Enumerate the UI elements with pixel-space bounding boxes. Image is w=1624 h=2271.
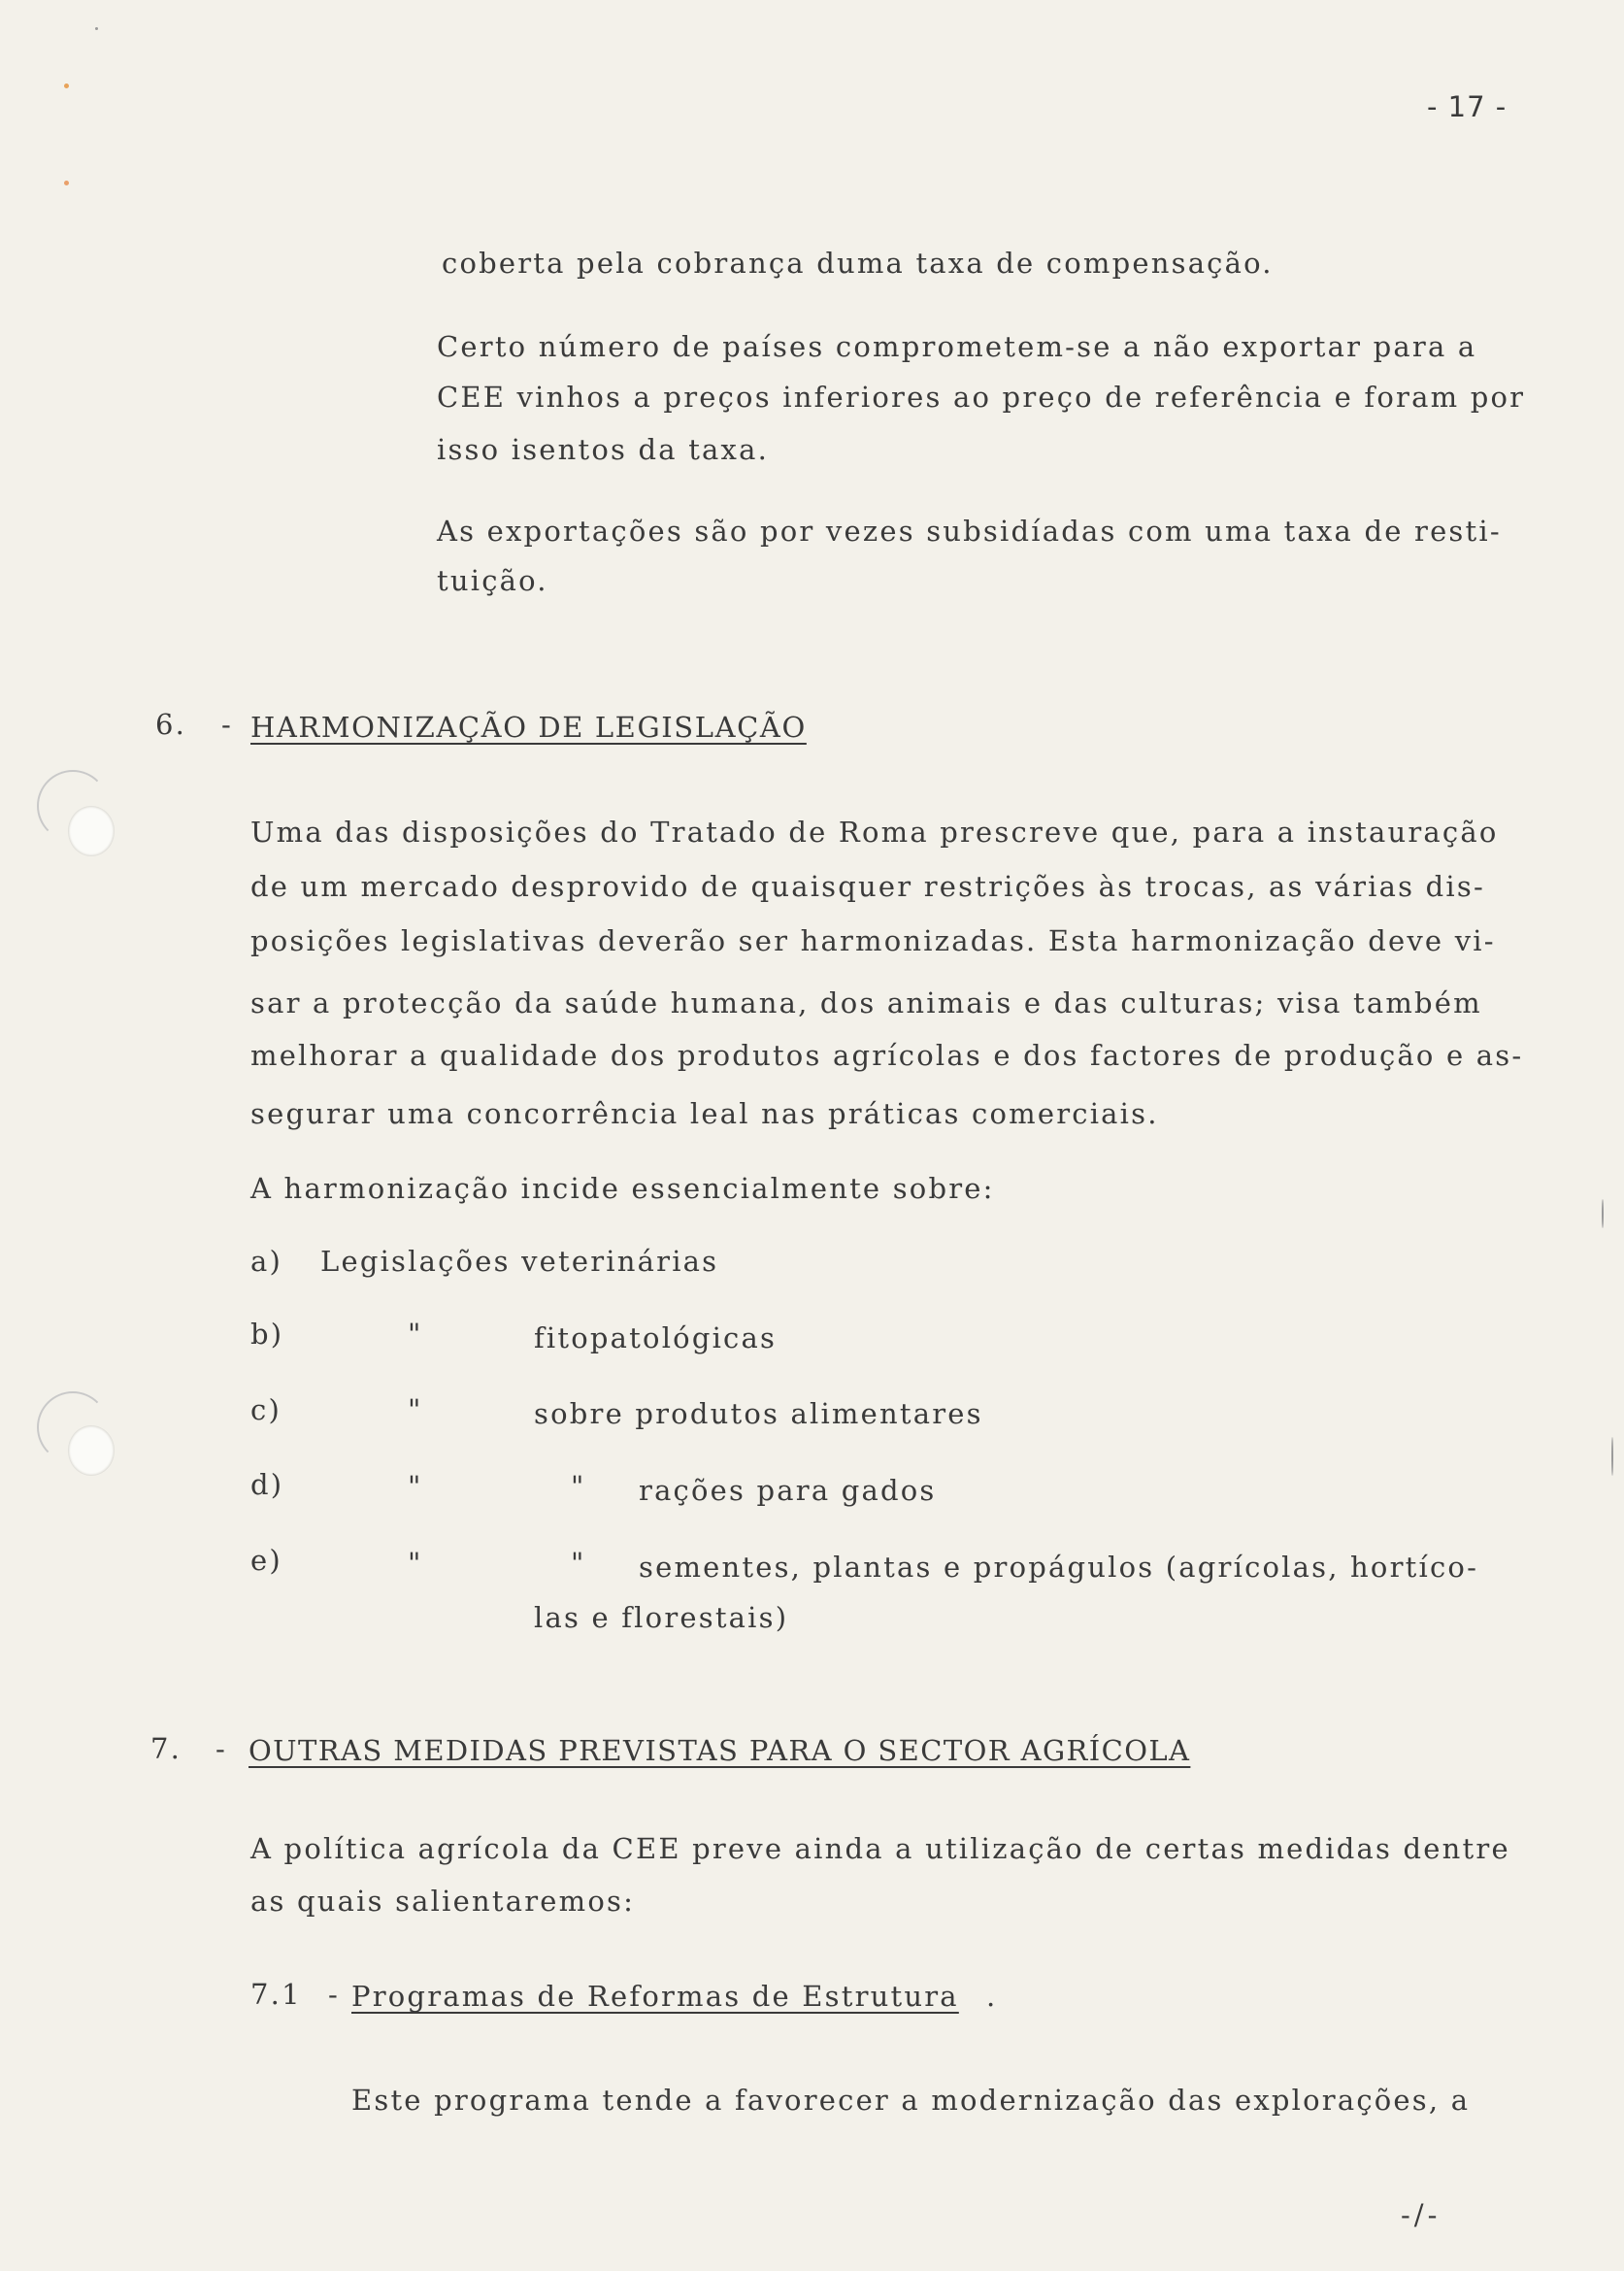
- body-line: Uma das disposições do Tratado de Roma prescreve que, para a instauração: [250, 816, 1499, 849]
- body-line: Este programa tende a favorecer a modernização das explorações, a: [351, 2084, 1471, 2117]
- list-text-cont: las e florestais): [534, 1601, 789, 1634]
- section-dash: -: [215, 1732, 227, 1765]
- margin-speck: [1611, 1437, 1613, 1476]
- subsection-dash: -: [328, 1978, 340, 2011]
- list-text: sementes, plantas e propágulos (agrícolas, hortíco-: [639, 1551, 1479, 1584]
- ditto-mark: ": [408, 1318, 423, 1351]
- ditto-mark: ": [408, 1547, 423, 1580]
- margin-speck: [64, 83, 69, 88]
- list-letter: a): [250, 1245, 283, 1278]
- section-dash: -: [221, 708, 233, 741]
- intro-line: Certo número de países comprometem-se a não exportar para a: [437, 330, 1477, 363]
- list-text: fitopatológicas: [534, 1321, 778, 1354]
- list-letter: d): [250, 1468, 284, 1501]
- body-line: posições legislativas deverão ser harmonizadas. Esta harmonização deve vi-: [250, 924, 1496, 957]
- list-intro: A harmonização incide essencialmente sobre:: [250, 1172, 995, 1205]
- section-title: OUTRAS MEDIDAS PREVISTAS PARA O SECTOR AGRÍCOLA: [249, 1734, 1191, 1767]
- page-number: - 17 -: [1427, 90, 1508, 123]
- section-number: 6.: [155, 708, 187, 741]
- margin-speck: [64, 181, 69, 185]
- subsection-end-punct: .: [986, 1980, 998, 2013]
- list-letter: b): [250, 1318, 284, 1351]
- body-line: A política agrícola da CEE preve ainda a utilização de certas medidas dentre: [250, 1832, 1510, 1865]
- intro-line: coberta pela cobrança duma taxa de compensação.: [442, 247, 1274, 280]
- continuation-mark: -/-: [1401, 2198, 1442, 2231]
- margin-speck: [1602, 1199, 1604, 1228]
- ditto-mark: ": [408, 1393, 423, 1426]
- list-text: sobre produtos alimentares: [534, 1397, 983, 1430]
- body-line: melhorar a qualidade dos produtos agrícolas e dos factores de produção e as-: [250, 1039, 1524, 1072]
- intro-line: isso isentos da taxa.: [437, 433, 770, 466]
- body-line: sar a protecção da saúde humana, dos animais e das culturas; visa também: [250, 986, 1482, 1019]
- subsection-number: 7.1: [250, 1978, 302, 2011]
- binder-hole-bottom: [68, 1425, 115, 1476]
- list-letter: e): [250, 1544, 282, 1577]
- ditto-mark: ": [571, 1547, 586, 1580]
- intro-line: tuição.: [437, 564, 548, 597]
- list-text: Legislações veterinárias: [320, 1245, 719, 1278]
- ditto-mark: ": [408, 1470, 423, 1503]
- body-line: segurar uma concorrência leal nas práticas comerciais.: [250, 1097, 1159, 1130]
- intro-line: As exportações são por vezes subsidíadas com uma taxa de resti-: [437, 515, 1502, 548]
- section-number: 7.: [150, 1732, 182, 1765]
- list-letter: c): [250, 1393, 282, 1426]
- subsection-title: Programas de Reformas de Estrutura: [351, 1980, 959, 2013]
- binder-hole-top: [68, 806, 115, 856]
- section-title: HARMONIZAÇÃO DE LEGISLAÇÃO: [250, 711, 807, 744]
- margin-speck: [95, 27, 98, 30]
- body-line: as quais salientaremos:: [250, 1885, 636, 1918]
- body-line: de um mercado desprovido de quaisquer restrições às trocas, as várias dis-: [250, 870, 1485, 903]
- intro-line: CEE vinhos a preços inferiores ao preço de referência e foram por: [437, 381, 1526, 414]
- ditto-mark: ": [571, 1470, 586, 1503]
- list-text: rações para gados: [639, 1474, 937, 1507]
